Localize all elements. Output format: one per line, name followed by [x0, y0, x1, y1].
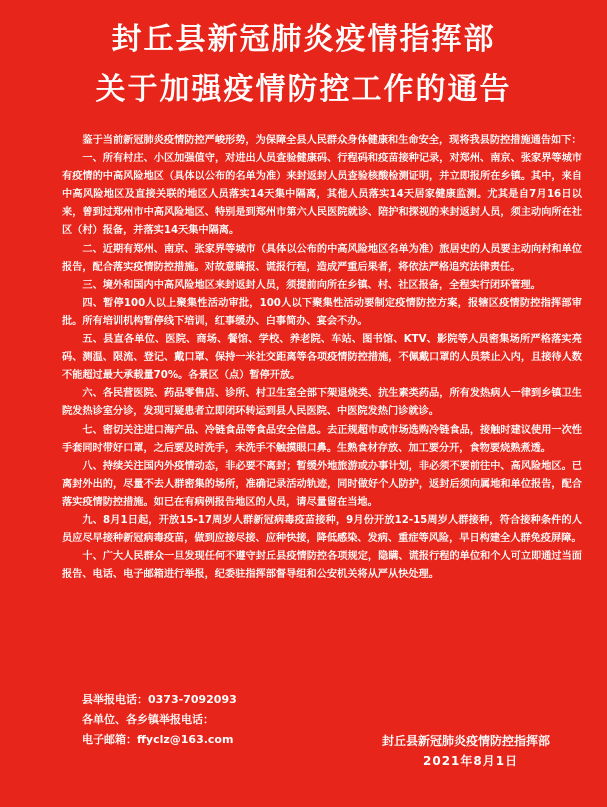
issuer-signature: 封丘县新冠肺炎疫情防控指挥部 [382, 734, 551, 748]
item-7: 七、密切关注进口海产品、冷链食品等食品安全信息。去正规超市或市场选购冷链食品，接触时建议使用一次性手套同时带好口罩，之后要及时洗手，未洗手不触摸眼口鼻。生熟食材存放、加工要分开，食物要烧熟煮透。 [62, 424, 582, 454]
item-10: 十、广大人民群众一旦发现任何不遵守封丘县疫情防控各项规定，隐瞒、谎报行程的单位和个人可立即通过当面报告、电话、电子邮箱进行举报，纪委驻指挥部督导组和公安机关将从严从快处理。 [62, 551, 582, 581]
email-text: 电子邮箱：ffyclz@163.com [82, 733, 234, 746]
item-6: 六、各民营医院、药品零售店、诊所、村卫生室全部下架退烧类、抗生素类药品，所有发热病人一律到乡镇卫生院发热诊室分诊，发现可疑患者立即闭环转运到县人民医院、中医院发热门诊就诊。 [62, 388, 582, 418]
notice-title-line1: 封丘县新冠肺炎疫情指挥部 [111, 22, 496, 57]
township-hotline-text: 各单位、各乡镇举报电话： [82, 713, 214, 726]
item-3: 三、境外和国内中高风险地区来封返封人员，须提前向所在乡镇、村、社区报备，全程实行闭环管理。 [82, 279, 541, 291]
notice-title-line2: 关于加强疫情防控工作的通告 [95, 72, 512, 107]
item-8: 八、持续关注国内外疫情动态，非必要不离封；暂缓外地旅游或办事计划，非必须不要前往中、高风险地区。已离封外出的，尽量不去人群密集的场所，准确记录活动轨迹，同时做好个人防护，返封后须向属地和单位报告，配合落实疫情防控措施。如已在有病例报告地区的人员，请尽量留在当地。 [62, 460, 582, 508]
item-9: 九、8月1日起，开放15-17周岁人群新冠病毒疫苗接种，9月份开放12-15周岁人群接种，符合接种条件的人员应尽早接种新冠病毒疫苗，做到应接尽接、应种快接，降低感染、发病、重症等风险，早日构建全人群免疫屏障。 [62, 514, 582, 545]
notice-body [62, 132, 582, 584]
item-1: 一、所有村庄、小区加强值守，对进出人员查验健康码、行程码和疫苗接种记录，对郑州、南京、张家界等城市有疫情的中高风险地区（具体以公布的名单为准）来封返封人员查验核酸检测证明，并立即报所在乡镇。其中，来自中高风险地区及直接关联的地区人员落实14天集中隔离，其他人员落实14天居家健康监测。尤其是自7月16日以来，曾到过郑州市中高风险地区、特别是到郑州市第六人民医院就诊、陪护和探视的来封返封人员，须主动向所在社区（村）报备，并落实14天集中隔离。 [62, 153, 582, 237]
item-2: 二、近期有郑州、南京、张家界等城市（具体以公布的中高风险地区名单为准）旅居史的人员要主动向村和单位报告，配合落实疫情防控措施。对故意瞒报、谎报行程，造成严重后果者，将依法严格追究法律责任。 [62, 243, 582, 273]
intro-paragraph: 鉴于当前新冠肺炎疫情防控严峻形势，为保障全县人民群众身体健康和生命安全，现将我县防控措施通告如下： [82, 135, 582, 146]
hotline-text: 县举报电话：0373-7092093 [82, 693, 237, 706]
item-5: 五、县直各单位、医院、商场、餐馆、学校、养老院、车站、图书馆、KTV、影院等人员密集场所严格落实亮码、测温、限流、登记、戴口罩、保持一米社交距离等各项疫情防控措施，不佩戴口罩的人员禁止入内，且接待人数不能超过最大承载量70%。各景区（点）暂停开放。 [62, 334, 582, 382]
issue-date: 2021年8月1日 [423, 754, 519, 768]
item-4: 四、暂停100人以上聚集性活动审批，100人以下聚集性活动要制定疫情防控方案，报辖区疫情防控指挥部审批。所有培训机构暂停线下培训，红事缓办、白事简办、宴会不办。 [62, 297, 582, 327]
